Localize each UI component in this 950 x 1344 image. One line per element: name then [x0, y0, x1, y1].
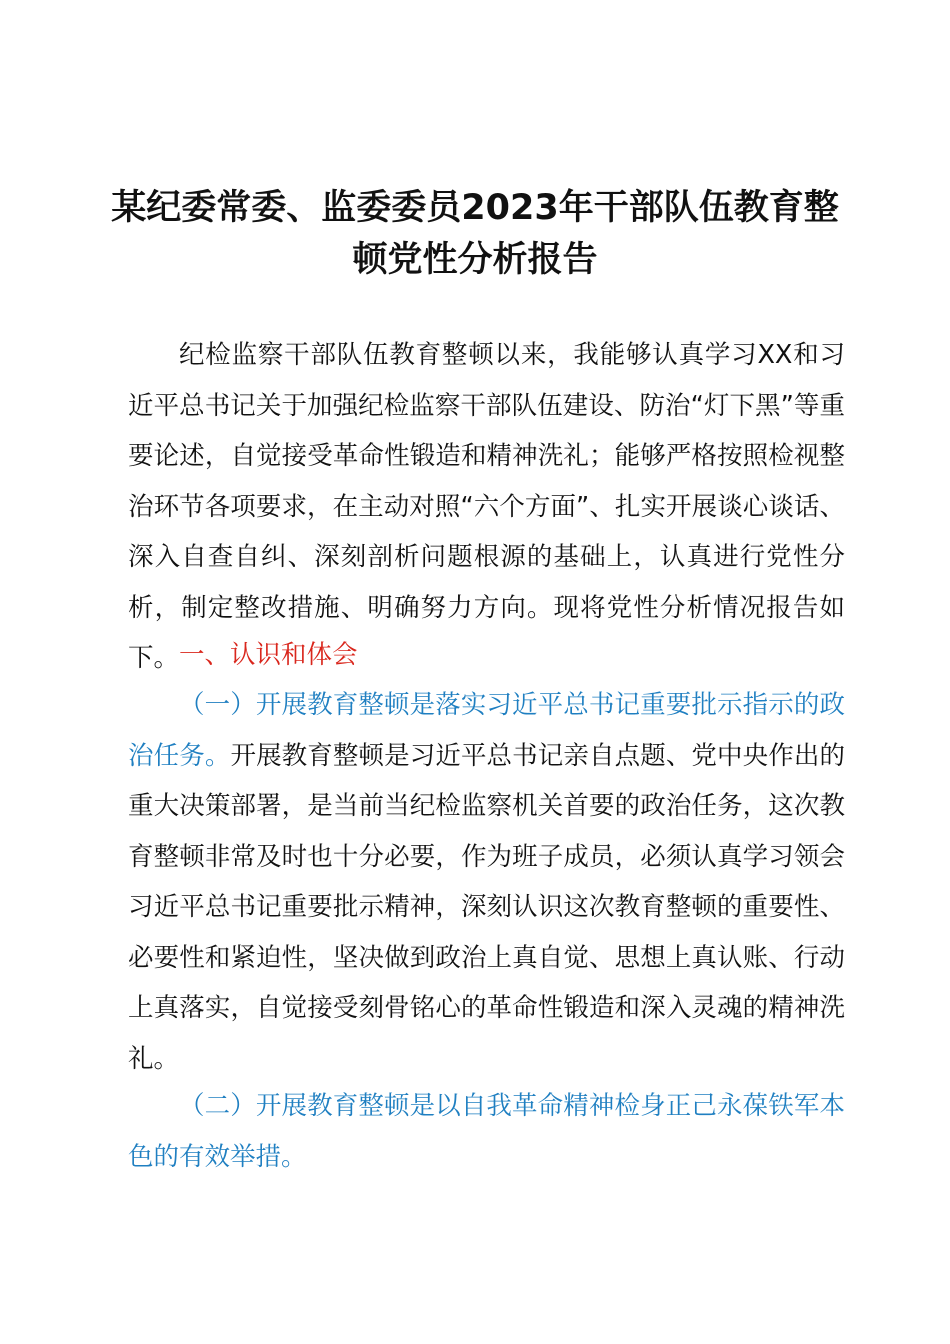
- intro-paragraph: 纪检监察干部队伍教育整顿以来，我能够认真学习XX和习近平总书记关于加强纪检监察干部队伍建设、防治“灯下黑”等重要论述，自觉接受革命性锻造和精神洗礼；能够严格按照检视整治环节各项要求，在主动对照“六个方面”、扎实开展谈心谈话、深入自查自纠、深刻剖析问题根源的基础上，认真进行党性分析，制定整改措施、明确努力方向。现将党性分析情况报告如下。: [128, 340, 845, 673]
- subsection-1-paragraph: [128, 680, 845, 1084]
- subsection-heading-1: （一）开展教育整顿是落实习近平总书记重要批示指示的政治任务。: [128, 690, 845, 771]
- subsection-heading-2: （二）开展教育整顿是以自我革命精神检身正己永葆铁军本色的有效举措。: [128, 1091, 845, 1172]
- document-title: 某纪委常委、监委委员2023年干部队伍教育整顿党性分析报告: [111, 188, 839, 280]
- section-heading-1: 一、认识和体会: [179, 640, 358, 670]
- subsection-1-body: 开展教育整顿是习近平总书记亲自点题、党中央作出的重大决策部署，是当前当纪检监察机关首要的政治任务，这次教育整顿非常及时也十分必要，作为班子成员，必须认真学习领会习近平总书记重要批示精神，深刻认识这次教育整顿的重要性、必要性和紧迫性，坚决做到政治上真自觉、思想上真认账、行动上真落实，自觉接受刻骨铭心的革命性锻造和深入灵魂的精神洗礼。: [128, 740, 845, 1074]
